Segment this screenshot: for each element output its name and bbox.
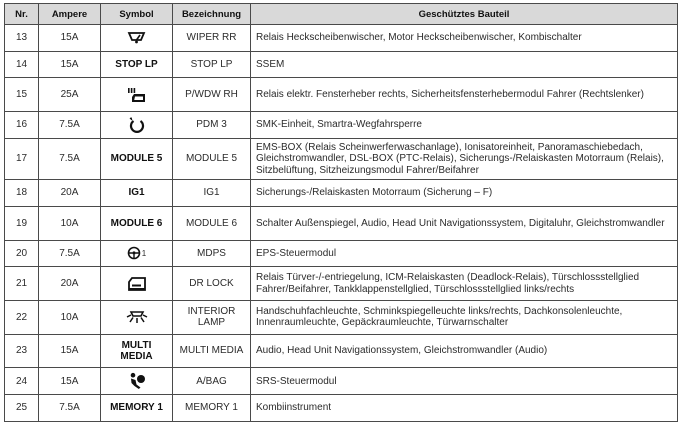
cell-nr: 13	[5, 25, 39, 52]
cell-ampere: 7.5A	[39, 112, 101, 139]
cell-bauteil: SRS-Steuermodul	[251, 368, 678, 395]
table-row	[5, 240, 678, 267]
symbol-label: MEMORY 1	[110, 402, 163, 414]
cell-bauteil: Audio, Head Unit Navigationssystem, Gleichstromwandler (Audio)	[251, 334, 678, 368]
table-row	[5, 334, 678, 368]
cell-bezeichnung: DR LOCK	[173, 267, 251, 301]
cell-bauteil: SMK-Einheit, Smartra-Wegfahrsperre	[251, 112, 678, 139]
airbag-icon	[127, 372, 147, 390]
cell-nr: 18	[5, 180, 39, 207]
cell-symbol	[101, 112, 173, 139]
header-bauteil: Geschütztes Bauteil	[251, 4, 678, 25]
cell-ampere: 25A	[39, 78, 101, 112]
cell-bezeichnung: STOP LP	[173, 51, 251, 78]
cell-bauteil: Relais Heckscheibenwischer, Motor Heckscheibenwischer, Kombischalter	[251, 25, 678, 52]
header-ampere: Ampere	[39, 4, 101, 25]
pdm-icon	[127, 117, 147, 133]
cell-symbol	[101, 180, 173, 207]
power-window-icon	[126, 87, 148, 103]
cell-bezeichnung: IG1	[173, 180, 251, 207]
table-row	[5, 180, 678, 207]
cell-bauteil: EMS-BOX (Relais Scheinwerferwaschanlage), Ionisatoreinheit, Panoramaschiebedach, Gleichstromwandler, DSL-BOX (PTC-Relais), Sicherungs-/Relaiskasten Motorraum (Relais), Sitzbelüftung, Sitzheizungsmodul Fahrer/Beifahrer	[251, 138, 678, 179]
table-row	[5, 206, 678, 240]
cell-bauteil: Kombiinstrument	[251, 395, 678, 422]
table-row	[5, 395, 678, 422]
header-nr: Nr.	[5, 4, 39, 25]
cell-symbol	[101, 267, 173, 301]
symbol-label: MODULE 6	[110, 217, 163, 229]
cell-symbol	[101, 206, 173, 240]
cell-ampere: 7.5A	[39, 240, 101, 267]
cell-nr: 22	[5, 301, 39, 335]
cell-ampere: 15A	[39, 334, 101, 368]
table-row	[5, 368, 678, 395]
table-row	[5, 78, 678, 112]
cell-ampere: 15A	[39, 368, 101, 395]
cell-symbol	[101, 395, 173, 422]
table-header	[5, 4, 678, 25]
cell-ampere: 7.5A	[39, 395, 101, 422]
cell-bezeichnung: INTERIOR LAMP	[173, 301, 251, 335]
cell-bauteil: Relais elektr. Fensterheber rechts, Sicherheitsfensterhebermodul Fahrer (Rechtslenker)	[251, 78, 678, 112]
cell-bezeichnung: MEMORY 1	[173, 395, 251, 422]
cell-nr: 21	[5, 267, 39, 301]
cell-ampere: 7.5A	[39, 138, 101, 179]
cell-nr: 14	[5, 51, 39, 78]
table-row	[5, 301, 678, 335]
cell-symbol	[101, 368, 173, 395]
header-row	[5, 4, 678, 25]
table-row	[5, 51, 678, 78]
cell-nr: 19	[5, 206, 39, 240]
cell-ampere: 10A	[39, 206, 101, 240]
table-row	[5, 267, 678, 301]
header-bezeichnung: Bezeichnung	[173, 4, 251, 25]
symbol-label: MODULE 5	[110, 153, 163, 165]
cell-bezeichnung: PDM 3	[173, 112, 251, 139]
cell-symbol	[101, 240, 173, 267]
fuse-table	[4, 3, 678, 422]
table-row	[5, 25, 678, 52]
cell-ampere: 10A	[39, 301, 101, 335]
symbol-label: MULTI MEDIA	[120, 339, 153, 363]
cell-ampere: 15A	[39, 51, 101, 78]
cell-bezeichnung: MULTI MEDIA	[173, 334, 251, 368]
cell-bauteil: Relais Türver-/-entriegelung, ICM-Relaiskasten (Deadlock-Relais), Türschlossstellglied Fahrer/Beifahrer, Tankklappenstellglied, Türschlossstellglied links/rechts	[251, 267, 678, 301]
table-row	[5, 138, 678, 179]
cell-symbol	[101, 51, 173, 78]
cell-nr: 25	[5, 395, 39, 422]
table-row	[5, 112, 678, 139]
cell-bezeichnung: MDPS	[173, 240, 251, 267]
cell-symbol	[101, 301, 173, 335]
symbol-suffix: 1	[141, 249, 147, 259]
table-body	[5, 25, 678, 422]
symbol-label: STOP LP	[115, 58, 158, 70]
cell-bauteil: EPS-Steuermodul	[251, 240, 678, 267]
cell-nr: 16	[5, 112, 39, 139]
cell-bezeichnung: P/WDW RH	[173, 78, 251, 112]
cell-ampere: 20A	[39, 180, 101, 207]
cell-bezeichnung: MODULE 5	[173, 138, 251, 179]
cell-bauteil: SSEM	[251, 51, 678, 78]
cell-nr: 20	[5, 240, 39, 267]
cell-bezeichnung: MODULE 6	[173, 206, 251, 240]
cell-symbol	[101, 25, 173, 52]
cell-bauteil: Handschuhfachleuchte, Schminkspiegelleuchte links/rechts, Dachkonsolenleuchte, Innenraumleuchte, Gepäckraumleuchte, Türwarnschalter	[251, 301, 678, 335]
wiper-icon	[127, 31, 147, 45]
cell-nr: 17	[5, 138, 39, 179]
door-lock-icon	[126, 276, 148, 292]
cell-ampere: 15A	[39, 25, 101, 52]
cell-symbol	[101, 78, 173, 112]
cell-bauteil: Schalter Außenspiegel, Audio, Head Unit Navigationssystem, Digitaluhr, Gleichstromwandler	[251, 206, 678, 240]
cell-bezeichnung: WIPER RR	[173, 25, 251, 52]
cell-bauteil: Sicherungs-/Relaiskasten Motorraum (Sicherung – F)	[251, 180, 678, 207]
mdps-icon	[127, 246, 141, 260]
interior-lamp-icon	[125, 309, 149, 325]
cell-nr: 24	[5, 368, 39, 395]
cell-nr: 15	[5, 78, 39, 112]
cell-symbol	[101, 138, 173, 179]
cell-symbol	[101, 334, 173, 368]
symbol-label: IG1	[128, 187, 145, 199]
header-symbol: Symbol	[101, 4, 173, 25]
cell-bezeichnung: A/BAG	[173, 368, 251, 395]
cell-ampere: 20A	[39, 267, 101, 301]
cell-nr: 23	[5, 334, 39, 368]
